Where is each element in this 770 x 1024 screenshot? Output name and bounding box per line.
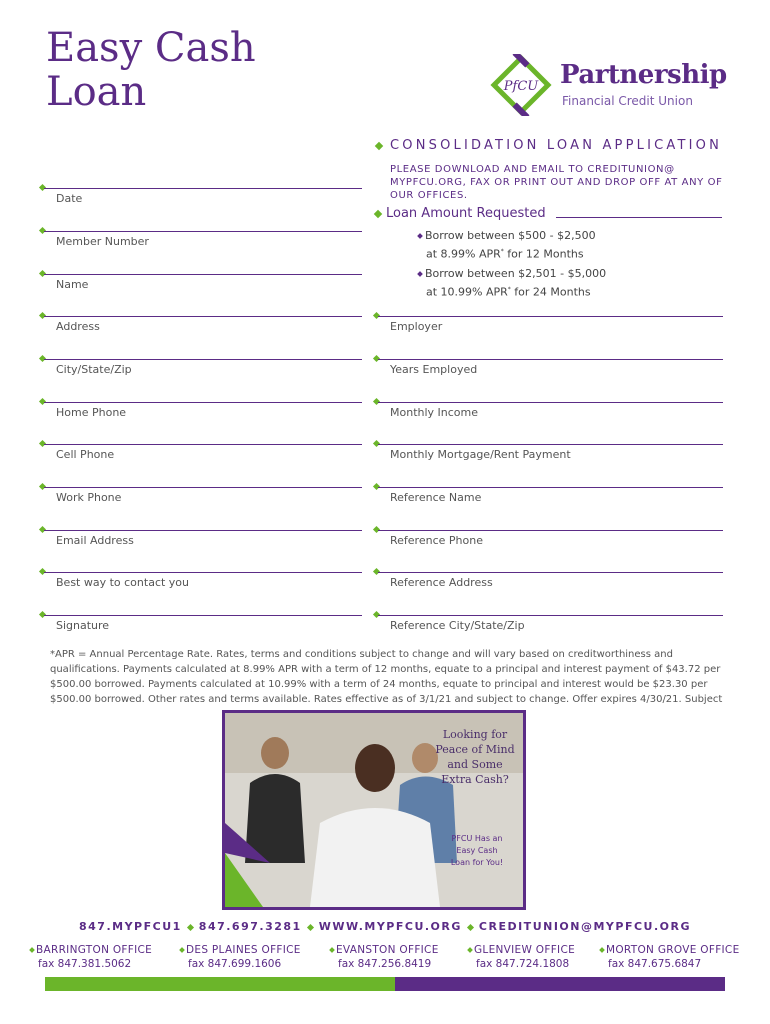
bullet-icon	[467, 947, 473, 953]
member-number-field[interactable]	[44, 231, 362, 232]
city-state-zip-label: City/State/Zip	[56, 363, 132, 376]
application-title	[376, 138, 722, 153]
name-label: Name	[56, 278, 89, 291]
home-phone-label: Home Phone	[56, 406, 127, 419]
pfcu-logo-icon	[490, 54, 552, 116]
loan-amount-heading	[375, 206, 546, 221]
name-field[interactable]	[44, 274, 362, 275]
divider	[556, 217, 722, 218]
city-state-zip-field[interactable]	[44, 359, 362, 360]
best-way-to-contact-you-field[interactable]	[44, 572, 362, 573]
loan-option-1[interactable]	[418, 228, 596, 263]
footnote-mark: *	[507, 286, 511, 293]
promo-headline: Looking for Peace of Mind and Some Extra Cash?	[435, 728, 515, 786]
office-fax: fax 847.724.1808	[476, 958, 570, 970]
reference-address-label: Reference Address	[390, 576, 493, 589]
office-evanston	[330, 944, 439, 970]
best-way-to-contact-you-label: Best way to contact you	[56, 576, 190, 589]
email-address-label: Email Address	[56, 534, 134, 547]
bullet-icon	[417, 271, 423, 277]
footer-bar-purple	[395, 977, 725, 991]
loan-option-1-range: Borrow between $500 - $2,500	[425, 229, 596, 242]
reference-address-field[interactable]	[378, 572, 723, 573]
office-name: DES PLAINES OFFICE	[186, 944, 301, 956]
monthly-mortgage-rent-payment-field[interactable]	[378, 444, 723, 445]
loan-amount-heading-text: Loan Amount Requested	[386, 206, 546, 221]
application-title-text: CONSOLIDATION LOAN APPLICATION	[390, 138, 722, 153]
promo-subtext: PFCU Has an Easy Cash Loan for You!	[450, 834, 504, 867]
logo-name: Partnership	[560, 60, 727, 90]
address-label: Address	[56, 320, 100, 333]
diamond-icon	[374, 209, 382, 217]
employer-label: Employer	[390, 320, 443, 333]
office-des-plaines	[180, 944, 301, 970]
footnote-mark: *	[500, 248, 504, 255]
office-fax: fax 847.256.8419	[338, 958, 432, 970]
page-title	[46, 26, 256, 114]
loan-option-2-range: Borrow between $2,501 - $5,000	[425, 267, 607, 280]
signature-label: Signature	[56, 619, 110, 632]
bullet-icon	[329, 947, 335, 953]
diamond-icon	[307, 923, 314, 930]
website-link[interactable]: WWW.MYPFCU.ORG	[318, 920, 462, 933]
work-phone-field[interactable]	[44, 487, 362, 488]
loan-option-1-rate: at 8.99% APR	[426, 247, 501, 261]
bullet-icon	[29, 947, 35, 953]
loan-option-2-rate: at 10.99% APR	[426, 285, 508, 299]
title-line-2: Loan	[46, 69, 147, 115]
loan-option-2[interactable]	[418, 266, 606, 301]
diamond-icon	[467, 923, 474, 930]
reference-phone-label: Reference Phone	[390, 534, 483, 547]
phone-mnemonic[interactable]: 847.MYPFCU1	[79, 920, 182, 933]
footer-bar-green	[45, 977, 395, 991]
office-name: BARRINGTON OFFICE	[36, 944, 153, 956]
date-label: Date	[56, 192, 83, 205]
reference-name-label: Reference Name	[390, 491, 482, 504]
email-link[interactable]: CREDITUNION@MYPFCU.ORG	[478, 920, 691, 933]
cell-phone-label: Cell Phone	[56, 448, 115, 461]
instructions: PLEASE DOWNLOAD AND EMAIL TO CREDITUNION@ MYPFCU.ORG, FAX OR PRINT OUT AND DROP OFF AT ANY OF OUR OFFICES.	[390, 164, 723, 201]
phone-number[interactable]: 847.697.3281	[198, 920, 302, 933]
office-name: EVANSTON OFFICE	[336, 944, 439, 956]
reference-phone-field[interactable]	[378, 530, 723, 531]
cell-phone-field[interactable]	[44, 444, 362, 445]
bullet-icon	[599, 947, 605, 953]
years-employed-label: Years Employed	[390, 363, 478, 376]
bullet-icon	[179, 947, 185, 953]
office-name: GLENVIEW OFFICE	[474, 944, 576, 956]
diamond-icon	[187, 923, 194, 930]
contact-line	[0, 920, 770, 933]
office-name: MORTON GROVE OFFICE	[606, 944, 740, 956]
monthly-income-field[interactable]	[378, 402, 723, 403]
disclaimer: *APR = Annual Percentage Rate. Rates, terms and conditions subject to change and will vary based on creditworthiness and qualifications. Payments calculated at 8.99% APR with a term of 12 months, equate to a principal and interest payment of $43.72 per $500.00 borrowed. Payments calculated at 10.99% with a term of 24 months, equate to principal and interest would be $23.30 per $500.00 borrowed. Other rates and terms available. Rates effective as of 3/1/21 and subject to change. Offer expires 4/30/21. Subject	[50, 649, 723, 705]
office-fax: fax 847.381.5062	[38, 958, 132, 970]
logo-subtitle: Financial Credit Union	[562, 94, 693, 108]
title-line-1: Easy Cash	[46, 25, 256, 71]
address-field[interactable]	[44, 316, 362, 317]
years-employed-field[interactable]	[378, 359, 723, 360]
promo-image	[222, 710, 526, 910]
member-number-label: Member Number	[56, 235, 149, 248]
bullet-icon	[417, 233, 423, 239]
diamond-icon	[375, 141, 383, 149]
email-address-field[interactable]	[44, 530, 362, 531]
reference-city-state-zip-field[interactable]	[378, 615, 723, 616]
office-morton-grove	[600, 944, 740, 970]
signature-field[interactable]	[44, 615, 362, 616]
office-fax: fax 847.699.1606	[188, 958, 282, 970]
logo-mark-text: PfCU	[503, 79, 539, 94]
monthly-income-label: Monthly Income	[390, 406, 479, 419]
date-field[interactable]	[44, 188, 362, 189]
home-phone-field[interactable]	[44, 402, 362, 403]
reference-city-state-zip-label: Reference City/State/Zip	[390, 619, 525, 632]
office-fax: fax 847.675.6847	[608, 958, 702, 970]
employer-field[interactable]	[378, 316, 723, 317]
office-barrington	[30, 944, 152, 970]
work-phone-label: Work Phone	[56, 491, 122, 504]
loan-option-2-term: for 24 Months	[510, 285, 591, 299]
loan-option-1-term: for 12 Months	[503, 247, 584, 261]
reference-name-field[interactable]	[378, 487, 723, 488]
office-glenview	[468, 944, 575, 970]
monthly-mortgage-rent-payment-label: Monthly Mortgage/Rent Payment	[390, 448, 571, 461]
